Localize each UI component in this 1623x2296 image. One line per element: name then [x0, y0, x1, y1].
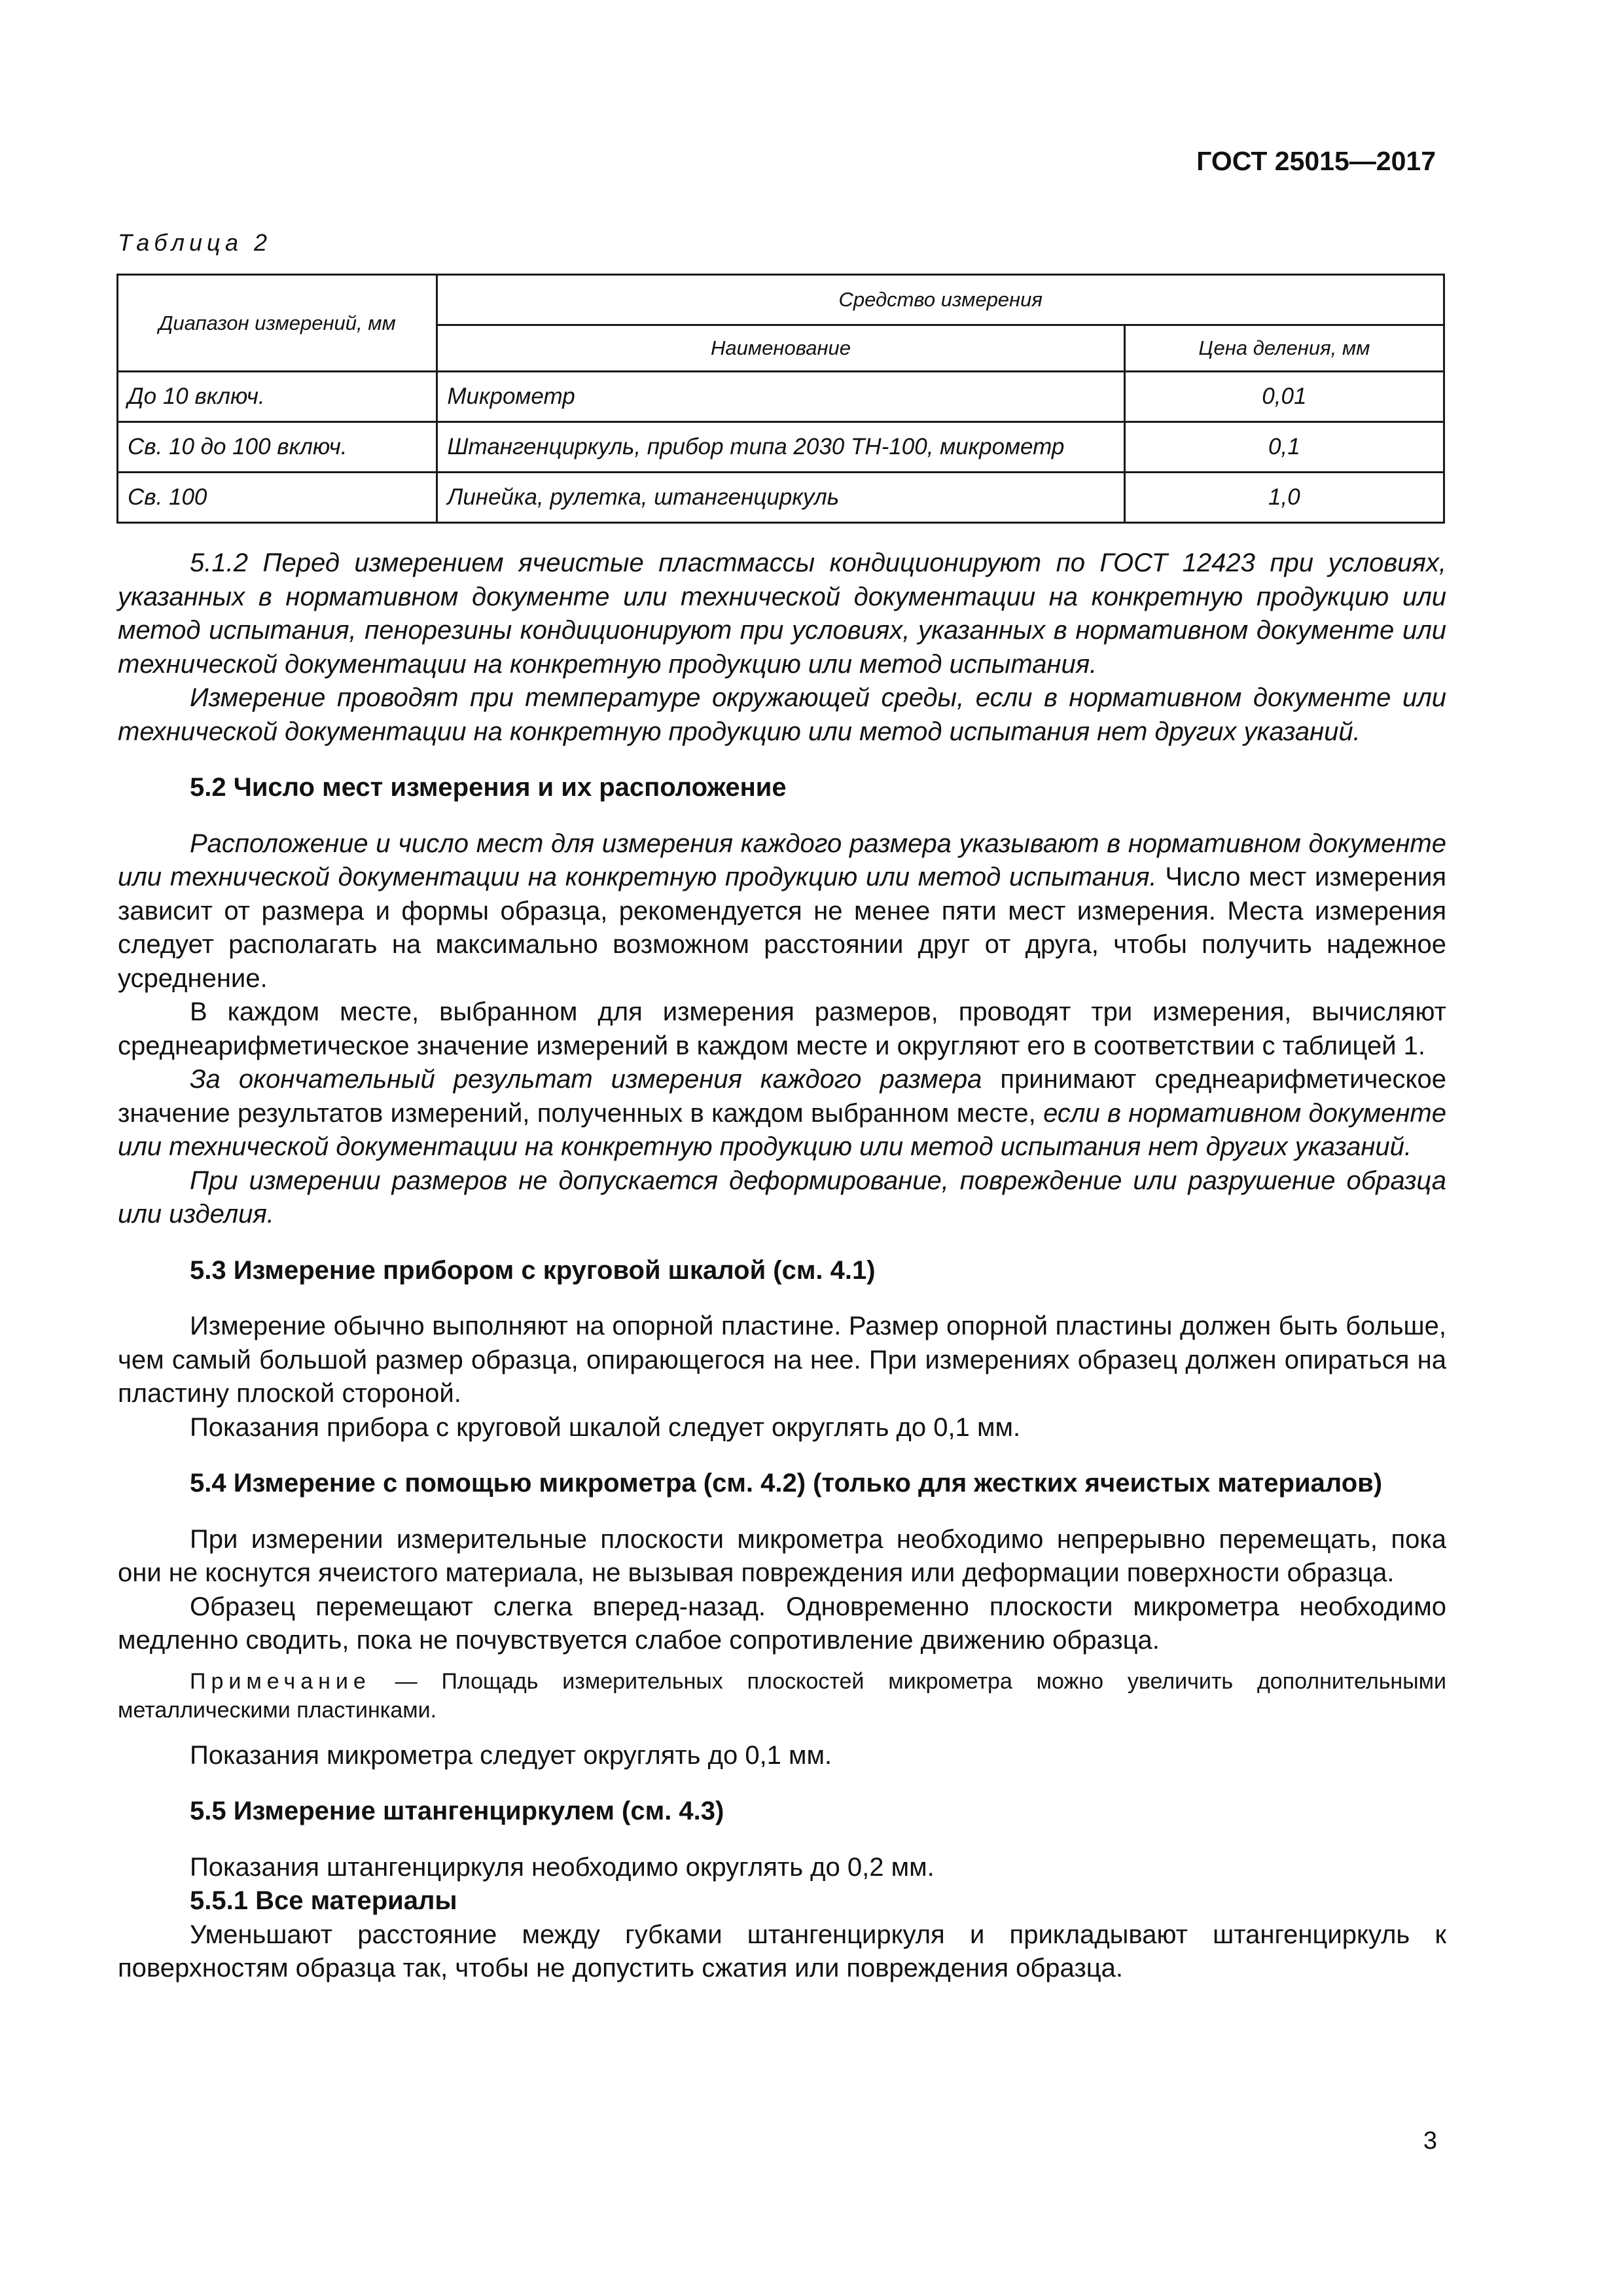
- section-heading-5-4: 5.4 Измерение с помощью микрометра (см. 4.2) (только для жестких ячеистых материалов): [190, 1469, 1383, 1498]
- paragraph: Уменьшают расстояние между губками штангенциркуля и прикладывают штангенциркуль к поверхностям образца так, чтобы не допустить сжатия или повреждения образца.: [118, 1920, 1446, 1982]
- header-tool: Средство измерения: [437, 275, 1444, 325]
- cell-name: Штангенциркуль, прибор типа 2030 ТН-100, микрометр: [437, 422, 1124, 473]
- subsection-heading-5-5-1: 5.5.1 Все материалы: [190, 1886, 457, 1915]
- paragraph: Измерение обычно выполняют на опорной пластине. Размер опорной пластины должен быть больше, чем самый большой размер образца, опирающегося на нее. При измерениях образец должен опираться на пластину плоской стороной.: [118, 1312, 1446, 1408]
- table-header-row: [118, 275, 1444, 325]
- table-row: [118, 372, 1444, 422]
- table-2: [116, 274, 1445, 524]
- paragraph-5-1-2: 5.1.2 Перед измерением ячеистые пластмассы кондиционируют по ГОСТ 12423 при условиях, указанных в нормативном документе или технической документации на конкретную продукцию или метод испытания, пенорезины кондиционируют при условиях, указанных в нормативном документе или технической документации на конкретную продукцию или метод испытания.: [118, 548, 1446, 679]
- paragraph: Показания микрометра следует округлять до 0,1 мм.: [190, 1740, 832, 1770]
- standard-number: ГОСТ 25015—2017: [1196, 146, 1436, 176]
- cell-range: Св. 100: [118, 473, 437, 523]
- section-heading-5-2: 5.2 Число мест измерения и их расположение: [190, 773, 787, 802]
- cell-division: 0,01: [1124, 372, 1444, 422]
- header-name: Наименование: [437, 325, 1124, 372]
- section-heading-5-5: 5.5 Измерение штангенциркулем (см. 4.3): [190, 1797, 724, 1825]
- document-body: [118, 547, 1446, 1986]
- table-row: [118, 422, 1444, 473]
- paragraph: Показания прибора с круговой шкалой следует округлять до 0,1 мм.: [190, 1412, 1021, 1442]
- paragraph: Расположение и число мест для измерения каждого размера указывают в нормативном документе или технической документации на конкретную продукцию или метод испытания. Число мест измерения зависит от размера и формы образца, рекомендуется не менее пяти мест измерения. Места измерения следует располагать на максимально возможном расстоянии друг от друга, чтобы получить надежное усреднение.: [118, 829, 1446, 993]
- paragraph: За окончательный результат измерения каждого размера принимают среднеарифметическое значение результатов измерений, полученных в каждом выбранном месте, если в нормативном документе или технической документации на конкретную продукцию или метод испытания нет других указаний.: [118, 1065, 1446, 1161]
- table-row: [118, 473, 1444, 523]
- cell-name: Микрометр: [437, 372, 1124, 422]
- section-heading-5-3: 5.3 Измерение прибором с круговой шкалой (см. 4.1): [190, 1255, 876, 1285]
- cell-division: 1,0: [1124, 473, 1444, 523]
- table-caption: Таблица 2: [118, 229, 272, 256]
- cell-range: Св. 10 до 100 включ.: [118, 422, 437, 473]
- paragraph-5-1-2-continued: Измерение проводят при температуре окружающей среды, если в нормативном документе или технической документации на конкретную продукцию или метод испытания нет других указаний.: [118, 683, 1446, 746]
- cell-name: Линейка, рулетка, штангенциркуль: [437, 473, 1124, 523]
- paragraph: Показания штангенциркуля необходимо округлять до 0,2 мм.: [190, 1852, 935, 1882]
- note-label: Примечание: [190, 1668, 371, 1694]
- paragraph: В каждом месте, выбранном для измерения размеров, проводят три измерения, вычисляют среднеарифметическое значение измерений в каждом месте и округляют его в соответствии с таблицей 1.: [118, 997, 1446, 1060]
- cell-division: 0,1: [1124, 422, 1444, 473]
- paragraph: Образец перемещают слегка вперед-назад. Одновременно плоскости микрометра необходимо медленно сводить, пока не почувствуется слабое сопротивление движению образца.: [118, 1592, 1446, 1655]
- header-division: Цена деления, мм: [1124, 325, 1444, 372]
- cell-range: До 10 включ.: [118, 372, 437, 422]
- paragraph: При измерении измерительные плоскости микрометра необходимо непрерывно перемещать, пока они не коснутся ячеистого материала, не вызывая повреждения или деформации поверхности образца.: [118, 1524, 1446, 1587]
- header-range: Диапазон измерений, мм: [118, 275, 437, 372]
- note: Примечание — Площадь измерительных плоскостей микрометра можно увеличить дополнительными металлическими пластинками.: [118, 1668, 1446, 1723]
- page-number: 3: [1423, 2127, 1437, 2155]
- paragraph: При измерении размеров не допускается деформирование, повреждение или разрушение образца или изделия.: [118, 1166, 1446, 1229]
